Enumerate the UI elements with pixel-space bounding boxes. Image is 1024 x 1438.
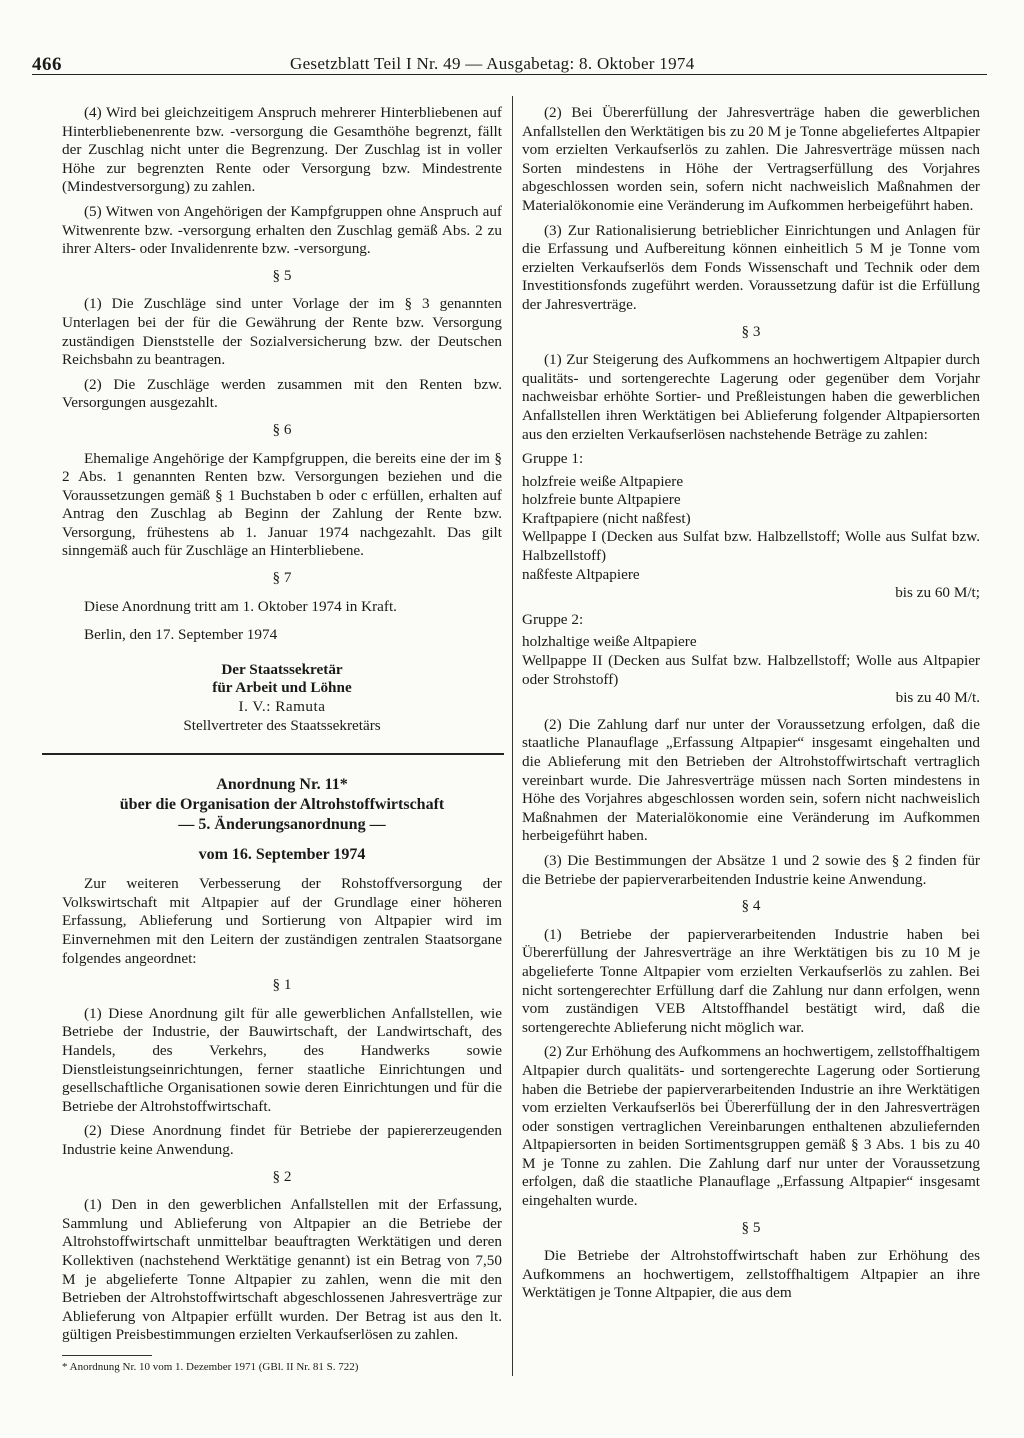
paragraph: (1) Zur Steigerung des Aufkommens an hochwertigem Altpapier durch qualitäts- und sortengerechte Lagerung oder gegenüber dem Vorjahr nachweisbar erhöhte Sortier- und Preßleistungen haben die gewerblichen Anfallstellen ihren Werktätigen bei Ablieferung folgender Altpapiersorten aus den erzielten Verkaufserlösen nachstehende Beträge zu zahlen:: [522, 351, 980, 443]
list-item: Wellpappe I (Decken aus Sulfat bzw. Halbzellstoff; Wolle aus Sulfat bzw. Halbzellstoff): [522, 528, 980, 565]
column-divider: [512, 96, 513, 1376]
paragraph: Die Betriebe der Altrohstoffwirtschaft haben zur Erhöhung des Aufkommens an hochwertigem, zellstoffhaltigem Altpapier an ihre Werktätigen je Tonne Altpapier, die aus dem: [522, 1247, 980, 1302]
signature-name: I. V.: Ramuta: [238, 698, 326, 716]
price-value: bis zu 60 M/t;: [895, 584, 980, 602]
paragraph: (2) Bei Übererfüllung der Jahresverträge haben die gewerblichen Anfallstellen den Werktätigen bis zu 20 M je Tonne abgeliefertes Altpapier vom erzielten Verkaufserlös zu zahlen. Die Jahresverträge müssen nach Sorten mindestens in Höhe der Vertragserfüllung des Vorjahres abgeschlossen worden sein, sofern nicht nachweislich Maßnahmen der Materialökonomie eine Veränderung im Aufkommen herbeigeführt haben.: [522, 104, 980, 214]
list-item: holzfreie weiße Altpapiere: [522, 472, 684, 490]
section-heading: § 3: [741, 322, 761, 340]
paragraph: Ehemalige Angehörige der Kampfgruppen, die bereits eine der im § 2 Abs. 1 genannten Renten bzw. Versorgungen beziehen und die Voraussetzungen gemäß § 1 Buchstaben b oder c erfüllen, erhalten auf Antrag den Zuschlag ab Beginn der Zahlung der Rente bzw. Versorgung, frühestens ab 1. Januar 1974 nachgezahlt. Das gilt sinngemäß auch für Zuschläge an Hinterbliebene.: [62, 449, 502, 560]
list-item: Kraftpapiere (nicht naßfest): [522, 509, 691, 527]
section-heading: § 7: [272, 569, 292, 587]
signature-role: Stellvertreter des Staatssekretärs: [183, 716, 381, 734]
signature-title: Der Staatssekretär: [221, 660, 343, 678]
paragraph: (2) Diese Anordnung findet für Betriebe der papiererzeugenden Industrie keine Anwendung.: [62, 1122, 502, 1158]
section-heading: § 4: [741, 897, 761, 915]
signature-title: für Arbeit und Löhne: [212, 679, 352, 697]
section-heading: § 2: [272, 1167, 292, 1185]
ordinance-subtitle: — 5. Änderungsanordnung —: [178, 816, 386, 834]
section-heading: § 6: [272, 420, 292, 438]
header-title: Gesetzblatt Teil I Nr. 49 — Ausgabetag: 8. Oktober 1974: [290, 54, 695, 73]
date-line: Berlin, den 17. September 1974: [84, 626, 278, 644]
right-column: [522, 104, 980, 1309]
paragraph: (2) Zur Erhöhung des Aufkommens an hochwertigem, zellstoffhaltigem Altpapier durch qualitäts- und sortengerechte Lagerung oder Sortierung haben die Betriebe der papierverarbeitenden Industrie an ihre Werktätigen vom erzielten Verkaufserlös bei Übererfüllung der in den Jahresverträgen oder sonstigen vertraglichen Vereinbarungen enthaltenen abzuliefernden Altpapiersorten in beiden Sortimentsgruppen gemäß § 3 Abs. 1 bis zu 40 M je Tonne zu zahlen. Die Zahlung darf nur unter der Voraussetzung erfolgen, daß die staatliche Planauflage „Erfassung Altpapier“ insgesamt eingehalten wurde.: [522, 1043, 980, 1210]
section-heading: § 1: [272, 976, 292, 994]
ordinance-title: über die Organisation der Altrohstoffwirtschaft: [119, 796, 445, 814]
list-item: naßfeste Altpapiere: [522, 565, 640, 583]
ordinance-title: Anordnung Nr. 11*: [216, 776, 348, 794]
paragraph: Diese Anordnung tritt am 1. Oktober 1974 in Kraft.: [84, 597, 397, 615]
paragraph: (3) Die Bestimmungen der Absätze 1 und 2 sowie des § 2 finden für die Betriebe der papierverarbeitenden Industrie keine Anwendung.: [522, 851, 980, 888]
footnote: * Anordnung Nr. 10 vom 1. Dezember 1971 (GBl. II Nr. 81 S. 722): [62, 1360, 359, 1373]
section-heading: § 5: [741, 1218, 761, 1236]
paragraph: (1) Diese Anordnung gilt für alle gewerblichen Anfallstellen, wie Betriebe der Industrie, der Bauwirtschaft, der Landwirtschaft, des Handels, des Verkehrs, des Handwerks sowie Dienstleistungseinrichtungen, ferner staatliche Einrichtungen und gesellschaftliche Organisationen sowie deren Einrichtungen und für die Betriebe der Altrohstoffwirtschaft.: [62, 1004, 502, 1115]
group-label: Gruppe 1:: [522, 450, 584, 468]
footnote-rule: [62, 1355, 152, 1356]
paragraph: Zur weiteren Verbesserung der Rohstoffversorgung der Volkswirtschaft mit Altpapier auf der Grundlage einer höheren Erfassung, Ablieferung und Sortierung von Altpapier wird im Einvernehmen mit den Leitern der zuständigen zentralen Staatsorgane folgendes angeordnet:: [62, 875, 502, 967]
price-value: bis zu 40 M/t.: [895, 689, 980, 707]
paragraph: (1) Die Zuschläge sind unter Vorlage der im § 3 genannten Unterlagen bei der für die Gewährung der Rente bzw. Versorgung zuständigen Dienststelle der Sozialversicherung bzw. der Deutschen Reichsbahn zu beantragen.: [62, 295, 502, 369]
paragraph: (5) Witwen von Angehörigen der Kampfgruppen ohne Anspruch auf Witwenrente bzw. -versorgung erhalten den Zuschlag gemäß Abs. 2 zu ihrer Alters- oder Invalidenrente bzw. -versorgung.: [62, 202, 502, 258]
section-heading: § 5: [272, 266, 292, 284]
list-item: holzhaltige weiße Altpapiere: [522, 633, 697, 651]
paragraph: (2) Die Zahlung darf nur unter der Voraussetzung erfolgen, daß die staatliche Planauflage „Erfassung Altpapier“ insgesamt eingehalten und die Ablieferung mit den Betrieben der Altrohstoffwirtschaft vertraglich vereinbart wurde. Die Jahresverträge müssen nach Sorten mindestens in Höhe des Vorjahres abgeschlossen worden sein, sofern nicht nachweislich Maßnahmen der Materialökonomie eine Veränderung im Aufkommen herbeigeführt haben.: [522, 715, 980, 845]
section-rule: [42, 753, 504, 755]
paragraph: (1) Den in den gewerblichen Anfallstellen mit der Erfassung, Sammlung und Ablieferung von Altpapier an die Betriebe der Altrohstoffwirtschaft unmittelbar beauftragten Werktätigen und deren Kollektiven (nachstehend Werktätige genannt) ist ein Betrag von 7,50 M je abgelieferte Tonne Altpapier zu zahlen, wenn die mit den Betrieben der Altrohstoffwirtschaft abgeschlossenen Jahresverträge zur Ablieferung von Altpapier erfüllt wurden. Der Betrag ist aus den lt. gültigen Preisbestimmungen erzielten Verkaufserlösen zu zahlen.: [62, 1196, 502, 1344]
group-label: Gruppe 2:: [522, 610, 584, 628]
list-item: Wellpappe II (Decken aus Sulfat bzw. Halbzellstoff; Wolle aus Altpapier oder Strohstoff): [522, 652, 980, 688]
paragraph: (4) Wird bei gleichzeitigem Anspruch mehrerer Hinterbliebenen auf Hinterbliebenenrente bzw. -versorgung die Gesamthöhe begrenzt, fällt der Zuschlag nicht unter die Begrenzung. Der Zuschlag ist in voller Höhe zur begrenzten Rente oder Versorgung bzw. Mindestrente (Mindestversorgung) zu zahlen.: [62, 104, 502, 196]
paragraph: (3) Zur Rationalisierung betrieblicher Einrichtungen und Anlagen für die Erfassung und Aufbereitung können einheitlich 5 M je Tonne vom erzielten Verkaufserlös dem Fonds Wissenschaft und Technik oder dem Investitionsfonds zugeführt werden. Voraussetzung dafür ist die Erfüllung der Jahresverträge.: [522, 221, 980, 313]
paragraph: (1) Betriebe der papierverarbeitenden Industrie haben bei Übererfüllung der Jahresverträge an ihre Werktätigen bis zu 10 M je abgelieferte Tonne Altpapier vom erzielten Verkaufserlös zu zahlen. Bei nicht sortengerechter Erfüllung darf die Zahlung nur dann erfolgen, wenn vom zuständigen VEB Altstoffhandel bestätigt wird, daß die sortengerechte Ablieferung nicht möglich war.: [522, 925, 980, 1036]
left-column: [62, 104, 502, 1374]
paragraph: (2) Die Zuschläge werden zusammen mit den Renten bzw. Versorgungen ausgezahlt.: [62, 375, 502, 412]
ordinance-date: vom 16. September 1974: [198, 846, 366, 864]
page-number: 466: [32, 54, 62, 75]
page-header: [32, 52, 987, 75]
list-item: holzfreie bunte Altpapiere: [522, 491, 681, 509]
